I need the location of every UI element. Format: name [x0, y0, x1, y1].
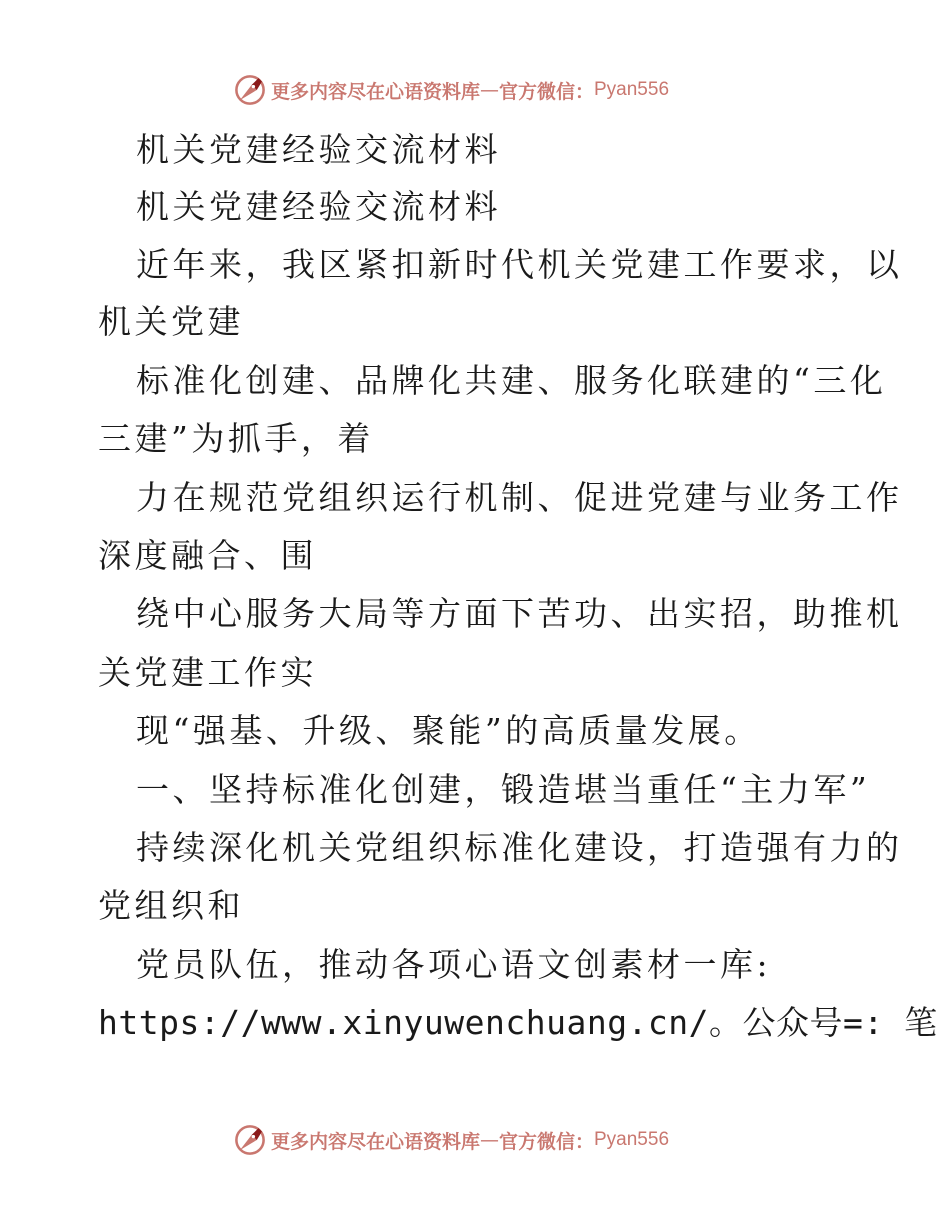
pen-nib-logo-icon	[233, 1123, 267, 1157]
footer-banner	[0, 1120, 950, 1160]
paragraph-line: 绕中心服务大局等方面下苦功、出实招，助推机	[136, 594, 903, 633]
banner-wechat-label: 官方微信：	[498, 1130, 594, 1153]
paragraph-line: 深度融合、围	[98, 536, 317, 575]
paragraph-line: 近年来，我区紧扣新时代机关党建工作要求，以	[136, 245, 903, 284]
paragraph-line: 机关党建	[98, 302, 244, 341]
paragraph-line: 关党建工作实	[98, 653, 317, 692]
paragraph-line: 持续深化机关党组织标准化建设，打造强有力的	[136, 828, 903, 867]
banner-separator: —	[479, 1129, 499, 1151]
banner-separator: —	[479, 79, 499, 101]
banner-text: 更多内容尽在心语资料库	[270, 80, 480, 103]
paragraph-line: 三建”为抓手，着	[98, 419, 374, 458]
paragraph-line: 现“强基、升级、聚能”的高质量发展。	[136, 711, 761, 750]
section-heading: 一、坚持标准化创建，锻造堪当重任“主力军”	[136, 770, 871, 809]
paragraph-line: 力在规范党组织运行机制、促进党建与业务工作	[136, 478, 903, 517]
url-line: https://www.xinyuwenchuang.cn/。公众号=: 笔	[98, 1003, 938, 1042]
paragraph-line: 标准化创建、品牌化共建、服务化联建的“三化	[136, 361, 887, 400]
banner-wechat-label: 官方微信：	[498, 80, 594, 103]
banner-wechat-id: Pyan556	[594, 79, 670, 100]
document-title: 机关党建经验交流材料	[136, 130, 501, 169]
pen-nib-logo-icon	[233, 73, 267, 107]
banner-text: 更多内容尽在心语资料库	[270, 1130, 480, 1153]
document-subtitle: 机关党建经验交流材料	[136, 187, 501, 226]
paragraph-line: 党组织和	[98, 886, 244, 925]
header-banner	[0, 70, 950, 110]
paragraph-line: 党员队伍，推动各项心语文创素材一库:	[136, 945, 772, 984]
banner-wechat-id: Pyan556	[594, 1129, 670, 1150]
